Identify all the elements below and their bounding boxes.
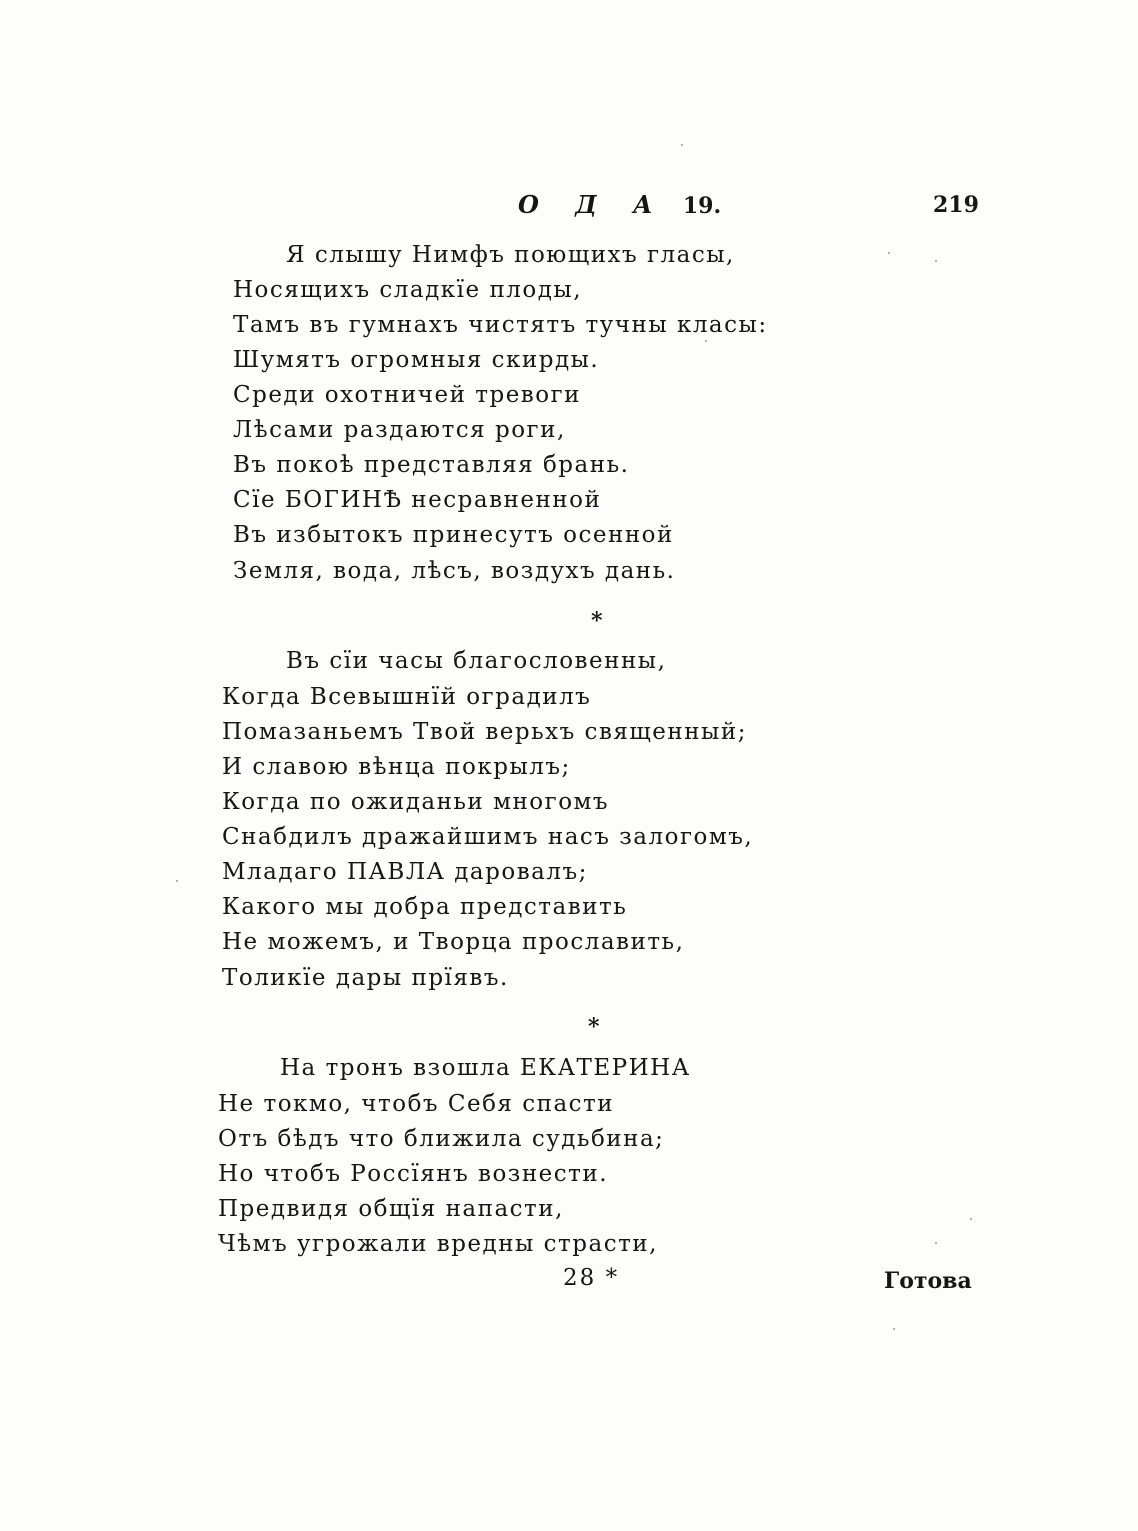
stanza-1-line-7: Въ покоѣ представляя брань. [233,452,630,478]
stanza-3-line-1: На тронъ взошла ЕКАТЕРИНА [280,1055,691,1081]
stanza-2-line-7: Младаго ПАВЛА даровалъ; [222,859,588,885]
running-head [518,190,721,219]
scan-speck [681,144,683,146]
stanza-ornament-1: * [591,608,603,634]
stanza-2-line-10: Толикїе дары прїявъ. [222,965,509,991]
scan-speck [935,1242,937,1244]
stanza-1-line-2: Носящихъ сладкїе плоды, [233,277,583,303]
stanza-1-line-5: Среди охотничей тревоги [233,382,581,408]
scan-speck [705,340,707,342]
stanza-3-line-6: Чѣмъ угрожали вредны страсти, [218,1231,658,1257]
signature-mark: 28 * [563,1265,620,1291]
stanza-1-line-6: Лѣсами раздаются роги, [233,417,566,443]
stanza-2-line-2: Когда Всевышнїй оградилъ [222,684,592,710]
stanza-2-line-4: И славою вѣнца покрылъ; [222,754,571,780]
scan-speck [176,880,178,882]
scan-speck [893,1328,895,1330]
stanza-1-line-8: Сїе БОГИНѢ несравненной [233,487,602,513]
stanza-3-line-5: Предвидя общїя напасти, [218,1196,564,1222]
stanza-3-line-4: Но чтобъ Россїянъ вознести. [218,1161,609,1187]
ode-title: О Д А [518,190,667,219]
scan-speck [935,260,937,262]
stanza-1-line-4: Шумятъ огромныя скирды. [233,347,600,373]
stanza-2-line-5: Когда по ожиданьи многомъ [222,789,610,815]
stanza-2-line-1: Въ сїи часы благословенны, [286,648,667,674]
catchword: Готова [884,1268,972,1294]
scan-speck [888,252,890,254]
stanza-1-line-10: Земля, вода, лѣсъ, воздухъ дань. [233,558,676,584]
scan-speck [970,1218,972,1220]
page-number: 219 [933,192,979,218]
stanza-ornament-2: * [588,1014,600,1040]
stanza-3-line-3: Отъ бѣдъ что ближила судьбина; [218,1126,665,1152]
ode-number: 19. [682,193,722,219]
stanza-1-line-9: Въ избытокъ принесутъ осенной [233,522,674,548]
stanza-2-line-8: Какого мы добра представить [222,894,628,920]
stanza-1-line-3: Тамъ въ гумнахъ чистятъ тучны класы: [233,312,768,338]
stanza-2-line-9: Не можемъ, и Творца прославить, [222,929,685,955]
stanza-2-line-6: Снабдилъ дражайшимъ насъ залогомъ, [222,824,754,850]
stanza-1-line-1: Я слышу Нимфъ поющихъ гласы, [286,242,735,268]
stanza-2-line-3: Помазаньемъ Твой верьхъ священный; [222,719,747,745]
stanza-3-line-2: Не токмо, чтобъ Себя спасти [218,1091,615,1117]
